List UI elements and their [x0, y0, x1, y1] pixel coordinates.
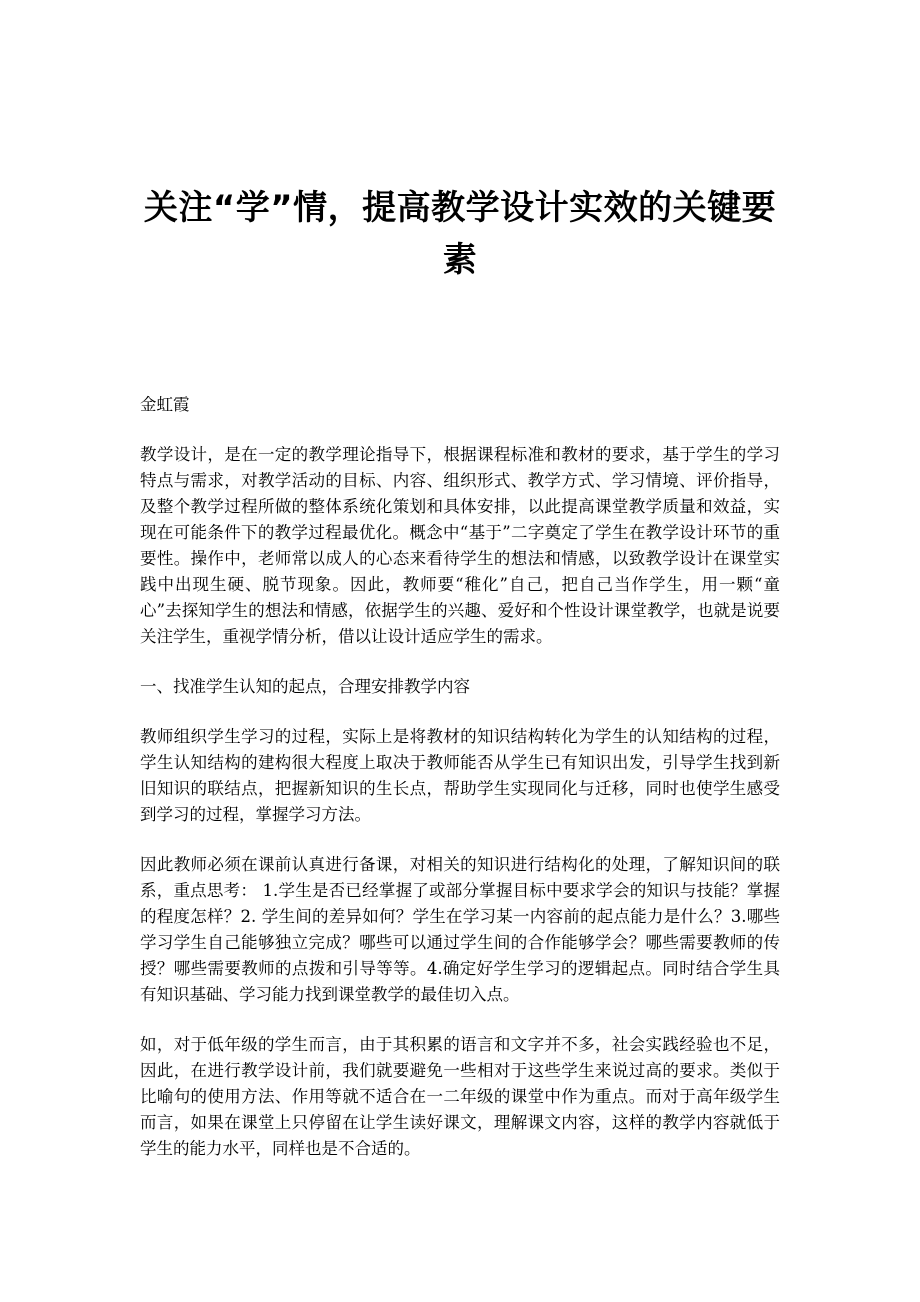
paragraph-lesson-preparation: 因此教师必须在课前认真进行备课，对相关的知识进行结构化的处理，了解知识间的联系，重点思考： 1.学生是否已经掌握了或部分掌握目标中要求学会的知识与技能？掌握的程度怎样？2. 学生间的差异如何？学生在学习某一内容前的起点能力是什么？3.哪些学习学生自己能够独立完成？哪些可以通过学生间的合作能够学会？哪些需要教师的传授？哪些需要教师的点拨和引导等等。4.确定好学生学习的逻辑起点。同时结合学生具有知识基础、学习能力找到课堂教学的最佳切入点。	[140, 855, 780, 1004]
document-body	[140, 392, 780, 1186]
section-heading-1: 一、找准学生认知的起点，合理安排教学内容	[140, 677, 470, 696]
author-name: 金虹霞	[140, 395, 190, 414]
paragraph-grade-example: 如，对于低年级的学生而言，由于其积累的语言和文字并不多，社会实践经验也不足，因此，在进行教学设计前，我们就要避免一些相对于这些学生来说过高的要求。类似于比喻句的使用方法、作用等就不适合在一二年级的课堂中作为重点。而对于高年级学生而言，如果在课堂上只停留在让学生读好课文，理解课文内容，这样的教学内容就低于学生的能力水平，同样也是不合适的。	[140, 1035, 780, 1158]
paragraph-cognitive-structure: 教师组织学生学习的过程，实际上是将教材的知识结构转化为学生的认知结构的过程，学生认知结构的建构很大程度上取决于教师能否从学生已有知识出发，引导学生找到新旧知识的联结点，把握新知识的生长点，帮助学生实现同化与迁移，同时也使学生感受到学习的过程，掌握学习方法。	[140, 727, 780, 824]
paragraph-intro: 教学设计，是在一定的教学理论指导下，根据课程标准和教材的要求，基于学生的学习特点与需求，对教学活动的目标、内容、组织形式、教学方式、学习情境、评价指导，及整个教学过程所做的整体系统化策划和具体安排，以此提高课堂教学质量和效益，实现在可能条件下的教学过程最优化。概念中“基于”二字奠定了学生在教学设计环节的重要性。操作中，老师常以成人的心态来看待学生的想法和情感，以致教学设计在课堂实践中出现生硬、脱节现象。因此，教师要“稚化”自己，把自己当作学生，用一颗“童心”去探知学生的想法和情感，依据学生的兴趣、爱好和个性设计课堂教学，也就是说要关注学生，重视学情分析，借以让设计适应学生的需求。	[140, 445, 780, 646]
document-title: 关注“学”情，提高教学设计实效的关键要素	[143, 188, 777, 280]
